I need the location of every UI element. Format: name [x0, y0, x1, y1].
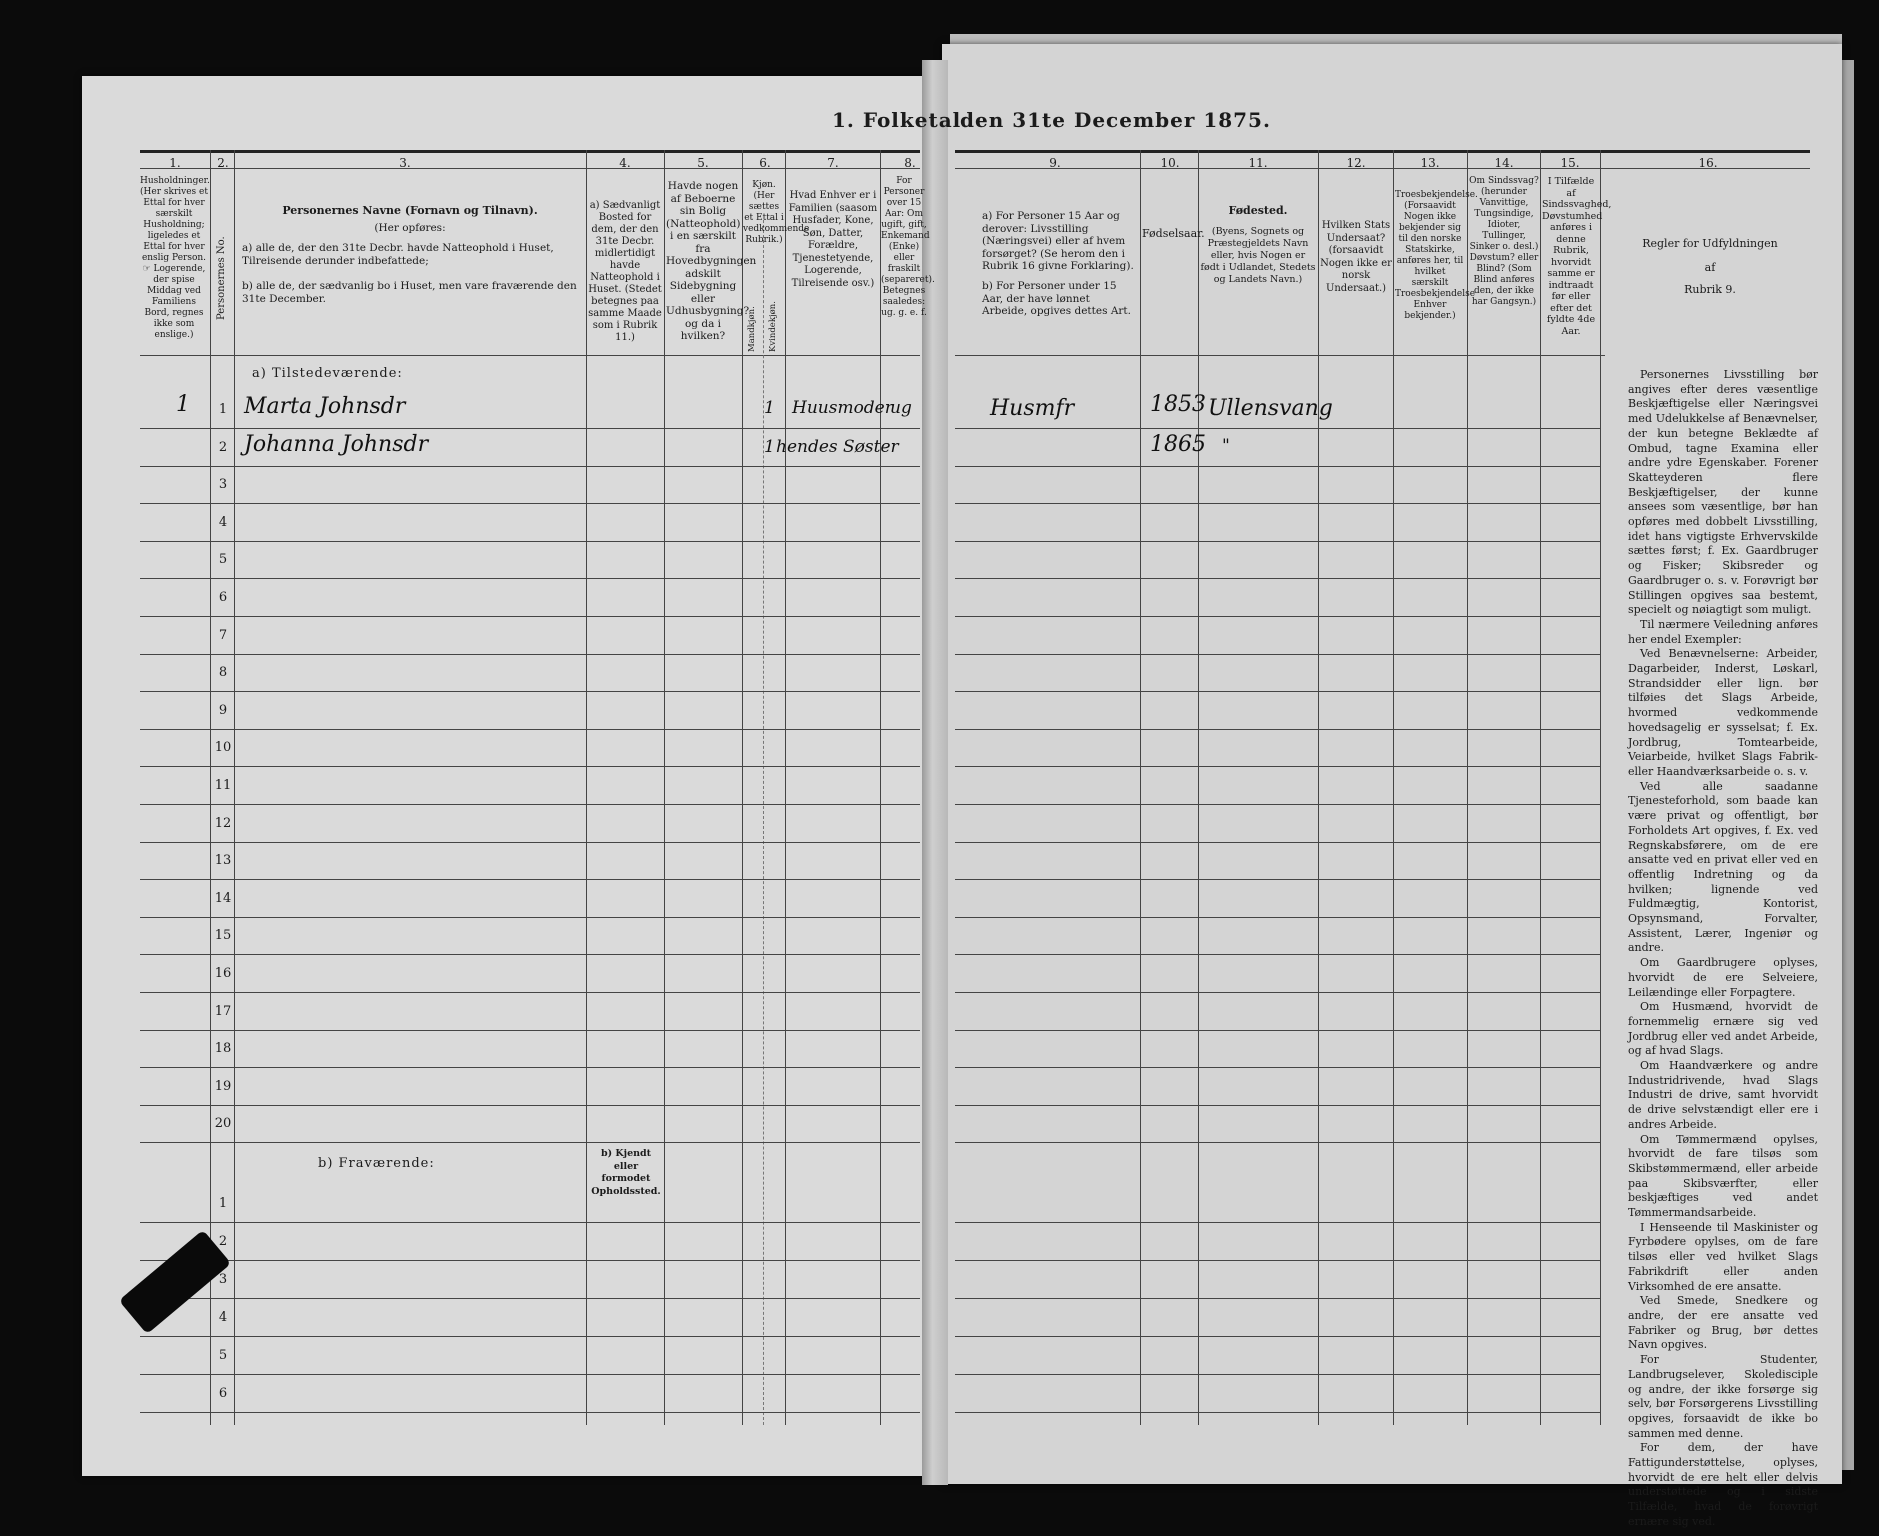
col-line	[664, 150, 665, 1425]
row-rule	[140, 1412, 920, 1413]
row-rule	[140, 992, 920, 993]
row-rule	[955, 654, 1600, 655]
row-rule	[955, 691, 1600, 692]
col-line	[1600, 150, 1601, 1425]
row-rule	[140, 804, 920, 805]
header-person-no: Personernes No.	[216, 236, 227, 320]
column-number: 10.	[1160, 156, 1180, 170]
row-number: 2	[218, 439, 228, 455]
row-number: 15	[214, 928, 232, 944]
row-rule	[140, 1374, 920, 1375]
row-rule	[140, 1298, 920, 1299]
column-number: 5.	[697, 156, 709, 170]
row-rule	[140, 428, 920, 429]
row-rule	[955, 1222, 1600, 1223]
row-number: 5	[218, 552, 228, 568]
row-number: 1	[218, 402, 228, 417]
col-line	[1540, 150, 1541, 1425]
top-rule-left	[140, 150, 920, 153]
column-number: 7.	[827, 156, 839, 170]
row-rule	[955, 842, 1600, 843]
section-absent-residence: b) Kjendt eller formodet Opholdssted.	[591, 1148, 661, 1197]
row-rule	[140, 616, 920, 617]
header-bottom-rule-left	[140, 355, 920, 356]
row-number: 9	[218, 702, 228, 718]
row-rule	[140, 1336, 920, 1337]
row-rule	[955, 954, 1600, 955]
colnum-rule-left	[140, 168, 920, 169]
row-rule	[140, 1142, 920, 1143]
rules-paragraph: Om Husmænd, hvorvidt de fornemmelig ernære sig ved Jordbrug eller ved andet Arbeide, og af hvad Slags.	[1628, 1000, 1818, 1058]
entry-sex: 1	[764, 398, 775, 418]
rules-paragraph: Om Tømmermænd opylses, hvorvidt de fare tilsøs som Skibstømmermænd, eller arbeide paa Skibsværfter, eller beskjæftiges ved andet Tømmermandsarbeide.	[1628, 1132, 1818, 1220]
column-number: 4.	[619, 156, 631, 170]
row-rule	[140, 729, 920, 730]
row-rule	[140, 842, 920, 843]
row-rule	[955, 428, 1600, 429]
entry-birthplace: Ullensvang	[1208, 396, 1333, 421]
rules-text	[1628, 368, 1818, 1530]
header-marital-status: For Personer over 15 Aar: Om ugift, gift, Enkemand (Enke) eller fraskilt (separeret). Betegnes saaledes: ug. g. e. f.	[881, 176, 935, 318]
header-birth-year: Fødselsaar.	[1142, 227, 1205, 240]
entry-marital-status: ug	[890, 398, 912, 418]
col-line	[1393, 150, 1394, 1425]
entry-name: Marta Johnsdr	[244, 394, 406, 419]
row-rule	[955, 1067, 1600, 1068]
row-number: 16	[214, 966, 232, 981]
column-number: 13.	[1420, 156, 1440, 170]
row-rule	[140, 466, 920, 467]
row-number: 6	[218, 1386, 228, 1401]
row-number: 10	[214, 740, 232, 756]
row-number: 7	[218, 627, 228, 643]
row-rule	[955, 1412, 1600, 1413]
rules-paragraph: Ved Benævnelserne: Arbeider, Dagarbeider, Inderst, Løskarl, Strandsidder eller lign. bør tilføies det Slags Arbeide, hvormed vedkommende hovedsagelig er sysselsat; f. Ex. Jordbrug, Tomtearbeide, Veiarbeide, hvilket Slags Fabrik- eller Haandværksarbeide o. s. v.	[1628, 647, 1818, 778]
column-number: 3.	[399, 156, 411, 170]
entry-household: 1	[176, 392, 190, 417]
rules-paragraph: I Henseende til Maskinister og Fyrbødere opylses, om de fare tilsøs eller ved hvilket Slags Fabrikdrift eller anden Virksomhed de ere ansatte.	[1628, 1220, 1818, 1293]
row-rule	[955, 1105, 1600, 1106]
row-number: 6	[218, 590, 228, 605]
row-rule	[955, 1374, 1600, 1375]
entry-occupation: Husmfr	[990, 396, 1075, 421]
row-rule	[955, 1298, 1600, 1299]
top-rule-right	[955, 150, 1810, 153]
row-rule	[140, 1260, 920, 1261]
row-rule	[140, 654, 920, 655]
row-rule	[955, 729, 1600, 730]
rules-paragraph: Til nærmere Veiledning anføres her endel Exempler:	[1628, 617, 1818, 646]
row-rule	[140, 578, 920, 579]
col-line	[1198, 150, 1199, 1425]
header-names-a: a) alle de, der den 31te Decbr. havde Natteophold i Huset, Tilreisende derunder indbefattede;	[242, 242, 554, 267]
row-rule	[955, 578, 1600, 579]
row-number: 17	[214, 1003, 232, 1019]
column-number: 14.	[1494, 156, 1514, 170]
header-names-sub: (Her opføres:	[374, 222, 446, 234]
col-line	[742, 150, 743, 1425]
header-birthplace: (Byens, Sognets og Præstegjeldets Navn eller, hvis Nogen er født i Udlandet, Stedets og Landets Navn.)	[1200, 226, 1316, 285]
row-number: 3	[218, 477, 228, 493]
row-number: 19	[214, 1078, 232, 1094]
column-number: 6.	[759, 156, 771, 170]
rules-paragraph: Ved alle saadanne Tjenesteforhold, som baade kan være privat og offentligt, bør Forholdets Art opgives, f. Ex. ved Regnskabsførere, om de ere ansatte ved en privat eller ved en offentlig Indretning og da hvilken; lignende ved Fuldmægtig, Kontorist, Opsynsmand, Forvalter, Assistent, Lærer, Ingeniør og andre.	[1628, 779, 1818, 955]
row-number: 13	[214, 853, 232, 869]
entry-family-role: Huusmoder	[792, 398, 893, 418]
row-number: 14	[214, 890, 232, 906]
entry-family-role: hendes Søster	[776, 437, 899, 457]
row-rule	[955, 466, 1600, 467]
row-rule	[955, 917, 1600, 918]
row-rule	[140, 766, 920, 767]
entry-name: Johanna Johnsdr	[244, 432, 429, 457]
col-line	[234, 150, 235, 1425]
col-line	[1140, 150, 1141, 1425]
rules-paragraph: For dem, der have Fattigunderstøttelse, oplyses, hvorvidt de ere helt eller delvis understøttede og i sidste Tilfælde, hvad de forøvrigt ernære sig ved.	[1628, 1441, 1818, 1528]
header-disability: Om Sindssvag? (herunder Vanvittige, Tungsindige, Idioter, Tullinger, Sinker o. desl.) Døvstum? eller Blind? (Som Blind anføres den, der ikke har Gangsyn.)	[1469, 176, 1539, 307]
row-rule	[955, 1142, 1600, 1143]
col-line	[210, 150, 211, 1425]
row-number: 2	[218, 1234, 228, 1249]
col-line	[1467, 150, 1468, 1425]
row-rule	[955, 879, 1600, 880]
entry-birth-year: 1853	[1150, 392, 1206, 417]
page-stack-edge-right	[1840, 60, 1854, 1470]
entry-birth-year: 1865	[1150, 432, 1206, 457]
row-number: 8	[218, 665, 228, 681]
header-names-title: Personernes Navne (Fornavn og Tilnavn).	[282, 204, 538, 217]
row-number: 4	[218, 1310, 228, 1325]
header-birthplace-title: Fødested.	[1228, 204, 1288, 217]
header-occupation-a: a) For Personer 15 Aar og derover: Livsstilling (Næringsvei) eller af hvem forsørget? (Se herom den i Rubrik 16 givne Forklaring).	[982, 210, 1134, 272]
col-line	[785, 150, 786, 1425]
form-title-left: 1. Folketal	[832, 108, 962, 132]
row-rule	[140, 1222, 920, 1223]
rules-paragraph: Personernes Livsstilling bør angives efter deres væsentlige Beskjæftigelse eller Næringsvei med Udelukkelse af Benævnelser, der kun betegne Beklædte af Ombud, tagne Examina eller andre ydre Egenskaber. Forener Skatteyderen flere Beskjæftigelser, der kunne ansees som væsentlige, bør han opføres med dobbelt Livsstilling, idet hans vigtigste Erhvervskilde sættes først; f. Ex. Gaardbruger og Fisker; Skibsreder og Gaardbruger o. s. v. Forøvrigt bør Stillingen opgives saa bestemt, specielt og nøiagtigt som muligt.	[1628, 368, 1818, 617]
column-number: 2.	[217, 156, 229, 170]
form-title-right: den 31te December 1875.	[960, 108, 1271, 132]
header-onset: I Tilfælde af Sindssvaghed, Døvstumhed anføres i denne Rubrik, hvorvidt samme er indtraadt før eller efter det fyldte 4de Aar.	[1542, 176, 1612, 337]
row-number: 1	[218, 1196, 228, 1211]
column-number: 16.	[1698, 156, 1718, 170]
header-rules-of: af	[1704, 261, 1716, 274]
header-usual-residence: a) Sædvanligt Bosted for dem, der den 31te Decbr. midlertidigt havde Natteophold i Huset. (Stedet betegnes paa samme Maade som i Rubrik 11.)	[588, 200, 662, 343]
row-number: 12	[214, 815, 232, 831]
header-sex: Kjøn. (Her sættes et Ettal i vedkommende Rubrik.)	[743, 180, 810, 245]
row-rule	[955, 616, 1600, 617]
row-rule	[955, 1030, 1600, 1031]
row-rule	[955, 1260, 1600, 1261]
row-rule	[140, 691, 920, 692]
header-bottom-rule-right	[955, 355, 1605, 356]
row-rule	[140, 503, 920, 504]
col-line	[1318, 150, 1319, 1425]
row-rule	[140, 917, 920, 918]
row-rule	[140, 1067, 920, 1068]
colnum-rule-right	[955, 168, 1810, 169]
row-rule	[140, 1105, 920, 1106]
row-number: 4	[218, 514, 228, 530]
row-rule	[955, 804, 1600, 805]
header-sex-male: Mandkjøn.	[747, 306, 757, 352]
column-number: 15.	[1560, 156, 1580, 170]
column-number: 1.	[169, 156, 181, 170]
row-rule	[140, 954, 920, 955]
header-sex-female: Kvindekjøn.	[768, 301, 778, 352]
header-names-b: b) alle de, der sædvanlig bo i Huset, men vare fraværende den 31te December.	[242, 280, 577, 305]
rules-paragraph: Om Haandværkere og andre Industridrivende, hvad Slags Industri de drive, samt hvorvidt de drive selvstændigt eller ere i andres Arbeide.	[1628, 1059, 1818, 1131]
row-number: 18	[214, 1041, 232, 1057]
col-line	[880, 150, 881, 1425]
row-rule	[955, 503, 1600, 504]
header-occupation-b: b) For Personer under 15 Aar, der have lønnet Arbeide, opgives dettes Art.	[982, 280, 1131, 317]
row-number: 5	[218, 1348, 228, 1363]
header-rules-column: Rubrik 9.	[1684, 283, 1736, 296]
entry-sex: 1	[764, 437, 775, 457]
entry-birthplace: "	[1222, 436, 1230, 456]
column-number: 8.	[904, 156, 916, 170]
row-rule	[955, 766, 1600, 767]
header-rules-title: Regler for Udfyldningen	[1642, 237, 1778, 250]
column-number: 9.	[1049, 156, 1061, 170]
header-outbuilding: Havde nogen af Beboerne sin Bolig (Natteophold) i en særskilt fra Hovedbygningen adskilt Sidebygning eller Udhusbygning? og da i hvilken?	[666, 180, 757, 342]
row-rule	[140, 879, 920, 880]
header-religion: Troesbekjendelse. (Forsaavidt Nogen ikke bekjender sig til den norske Statskirke, anføres her, til hvilket særskilt Troesbekjendelse Enhver bekjender.)	[1395, 190, 1478, 321]
row-number: 3	[218, 1272, 228, 1287]
row-rule	[955, 992, 1600, 993]
rules-paragraph: Ved Smede, Snedkere og andre, der ere ansatte ved Fabriker og Brug, bør dettes Navn opgives.	[1628, 1294, 1818, 1352]
header-family-role: Hvad Enhver er i Familien (saasom Husfader, Kone, Søn, Datter, Forældre, Tjenestetyende, Logerende, Tilreisende osv.)	[788, 190, 878, 289]
col-line	[586, 150, 587, 1425]
section-absent: b) Fraværende:	[318, 1156, 435, 1171]
row-rule	[140, 1030, 920, 1031]
header-households: Husholdninger. (Her skrives et Ettal for hver særskilt Husholdning; ligeledes et Ettal for hver enslig Person. ☞ Logerende, der spise Middag ved Familiens Bord, regnes ikke som enslige.)	[140, 176, 210, 340]
section-present: a) Tilstedeværende:	[252, 366, 403, 381]
row-number: 20	[214, 1116, 232, 1132]
row-rule	[955, 1336, 1600, 1337]
row-number: 11	[214, 778, 232, 793]
header-citizenship: Hvilken Stats Undersaat? (forsaavidt Nogen ikke er norsk Undersaat.)	[1320, 220, 1392, 294]
row-rule	[955, 541, 1600, 542]
row-rule	[140, 541, 920, 542]
rules-paragraph: For Studenter, Landbrugselever, Skoledisciple og andre, der ikke forsørge sig selv, bør Forsørgerens Livsstilling opgives, forsaavidt de ikke bo sammen med denne.	[1628, 1353, 1818, 1440]
rules-paragraph: Om Gaardbrugere oplyses, hvorvidt de ere Selveiere, Leilændinge eller Forpagtere.	[1628, 956, 1818, 999]
column-number: 12.	[1346, 156, 1366, 170]
column-number: 11.	[1248, 156, 1268, 170]
